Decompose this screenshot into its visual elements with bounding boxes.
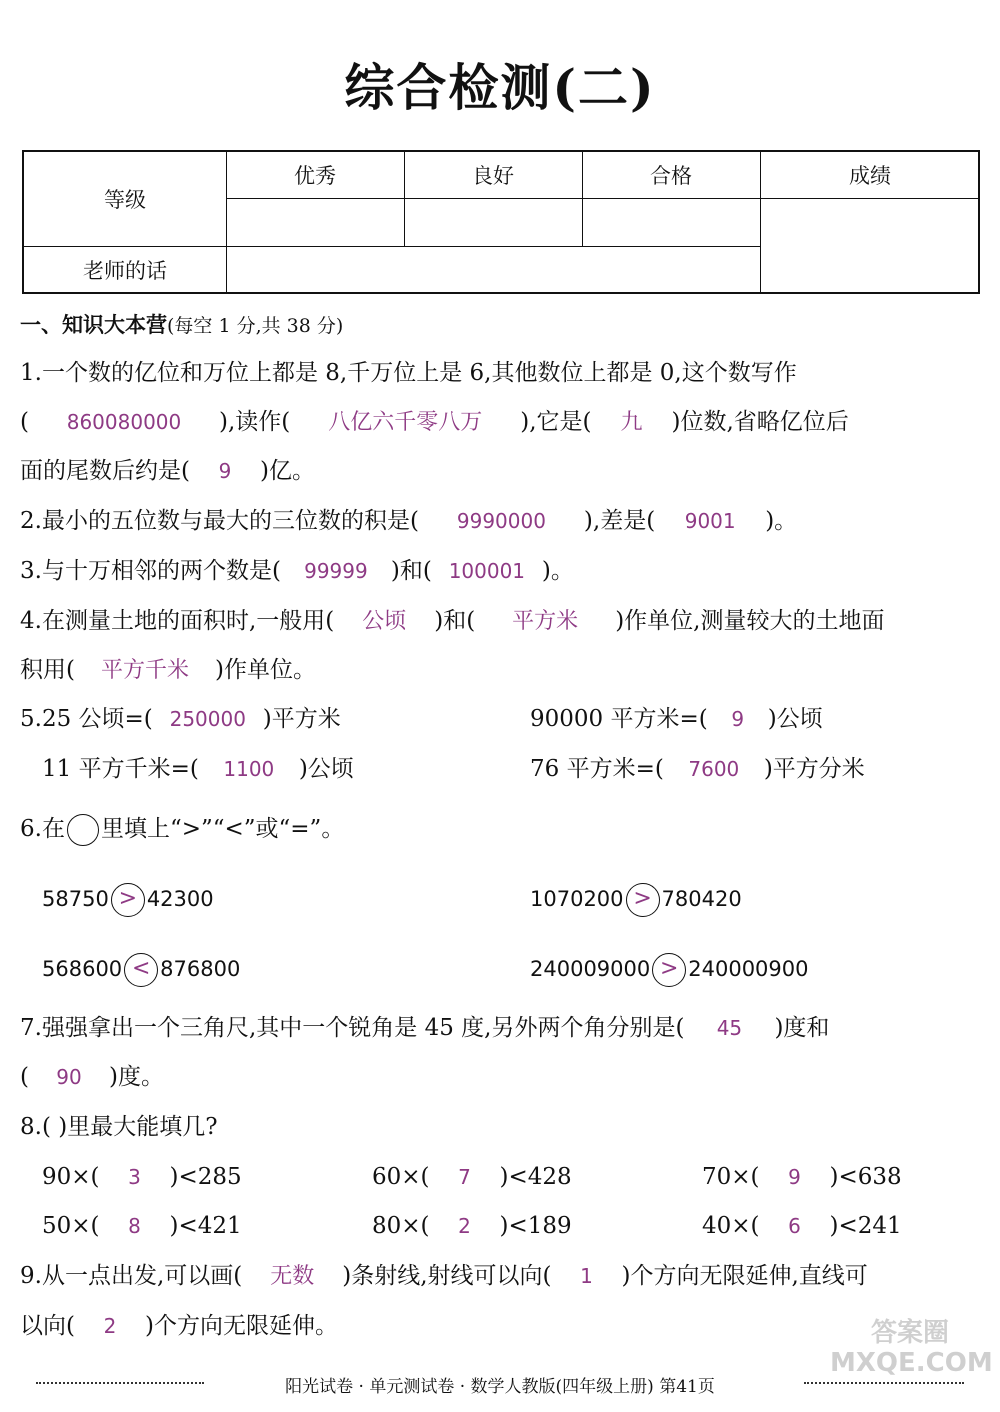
q4-line2: 积用( 平方千米 )作单位。 <box>20 655 316 686</box>
q4-answer-1: 公顷 <box>362 609 407 634</box>
q8-item-4: 50×( 8 )<421 <box>42 1213 242 1239</box>
grade-label: 等级 <box>104 188 146 212</box>
section-title: 一、知识大本营 <box>20 312 167 337</box>
q4-answer-2: 平方米 <box>512 609 579 634</box>
compare-circle: > <box>626 883 660 917</box>
q1-answer-number: 860080000 <box>66 410 182 434</box>
q5-answer-b: 9 <box>731 707 745 731</box>
q8-item-2: 60×( 7 )<428 <box>372 1164 572 1190</box>
grade-table <box>22 150 980 294</box>
q9-line1: 9.从一点出发,可以画( 无数 )条射线,射线可以向( 1 )个方向无限延伸,直线可 <box>20 1261 868 1292</box>
q8-prompt: 8.( )里最大能填几? <box>20 1114 218 1140</box>
q5-answer-a: 250000 <box>169 707 246 731</box>
q1-answer-approx: 9 <box>218 459 232 483</box>
watermark-logo: 答案圈 MXQE.COM <box>830 1318 993 1378</box>
q1-line1: 1.一个数的亿位和万位上都是 8,千万位上是 6,其他数位上都是 0,这个数写作 <box>20 360 797 386</box>
q5-d: 76 平方米=( 7600 )平方分米 <box>530 756 865 782</box>
col-pass: 合格 <box>650 164 692 188</box>
q3-line: 3.与十万相邻的两个数是( 99999 )和( 100001 )。 <box>20 558 574 584</box>
q7-answer-1: 45 <box>716 1016 743 1040</box>
q6-item-3: 568600 < 876800 <box>42 953 240 987</box>
compare-circle: > <box>652 953 686 987</box>
col-good: 良好 <box>472 164 514 188</box>
q9-answer-1: 无数 <box>270 1264 315 1289</box>
q9-line2: 以向( 2 )个方向无限延伸。 <box>20 1313 338 1339</box>
col-score: 成绩 <box>849 164 891 188</box>
col-excellent: 优秀 <box>294 164 336 188</box>
q3-answer-2: 100001 <box>448 559 526 583</box>
q8-answer: 2 <box>458 1214 471 1238</box>
q1-line2: ( 860080000 ),读作( 八亿六千零八万 ),它是( 九 )位数,省略亿位后 <box>20 407 849 438</box>
page-title: 综合检测(二) <box>344 58 656 117</box>
q5-a: 5.25 公顷=( 250000 )平方米 <box>20 706 341 732</box>
q8-answer: 7 <box>458 1165 471 1189</box>
q7-answer-2: 90 <box>56 1065 82 1089</box>
q8-item-6: 40×( 6 )<241 <box>702 1213 902 1239</box>
section-heading <box>20 310 343 341</box>
q6-item-1: 58750 > 42300 <box>42 883 214 917</box>
compare-circle: > <box>111 883 145 917</box>
teacher-comment-label: 老师的话 <box>83 259 167 283</box>
q9-answer-2: 1 <box>580 1264 593 1288</box>
q1-answer-digits: 九 <box>620 410 643 435</box>
q6-item-4: 240009000 > 240000900 <box>530 953 809 987</box>
q7-line1: 7.强强拿出一个三角尺,其中一个锐角是 45 度,另外两个角分别是( 45 )度和 <box>20 1015 830 1041</box>
q2-line: 2.最小的五位数与最大的三位数的积是( 9990000 ),差是( 9001 )。 <box>20 508 798 534</box>
q5-b: 90000 平方米=( 9 )公顷 <box>530 706 823 732</box>
q5-answer-c: 1100 <box>223 757 275 781</box>
q4-line1: 4.在测量土地的面积时,一般用( 公顷 )和( 平方米 )作单位,测量较大的土地面 <box>20 606 884 637</box>
q7-line2: ( 90 )度。 <box>20 1064 164 1090</box>
q8-answer: 9 <box>788 1165 801 1189</box>
q9-answer-3: 2 <box>103 1314 117 1338</box>
blank-circle-icon <box>67 814 99 846</box>
compare-circle: < <box>124 953 158 987</box>
q8-answer: 6 <box>788 1214 801 1238</box>
q8-item-1: 90×( 3 )<285 <box>42 1164 242 1190</box>
q3-answer-1: 99999 <box>304 559 368 583</box>
q5-answer-d: 7600 <box>688 757 740 781</box>
q5-c: 11 平方千米=( 1100 )公顷 <box>42 756 354 782</box>
q1-line3: 面的尾数后约是( 9 )亿。 <box>20 458 315 484</box>
q1-answer-reading: 八亿六千零八万 <box>328 410 483 435</box>
section-note: (每空 1 分,共 38 分) <box>167 315 344 337</box>
q4-answer-3: 平方千米 <box>100 658 189 683</box>
q6-prompt: 6.在 里填上“>”“<”或“=”。 <box>20 814 344 846</box>
q2-answer-difference: 9001 <box>684 509 736 533</box>
q8-answer: 8 <box>128 1214 141 1238</box>
q2-answer-product: 9990000 <box>456 509 546 533</box>
q6-item-2: 1070200 > 780420 <box>530 883 742 917</box>
q8-item-5: 80×( 2 )<189 <box>372 1213 572 1239</box>
q8-answer: 3 <box>128 1165 141 1189</box>
page-footer: 阳光试卷 · 单元测试卷 · 数学人教版(四年级上册) 第41页 <box>285 1377 715 1397</box>
q8-item-3: 70×( 9 )<638 <box>702 1164 902 1190</box>
